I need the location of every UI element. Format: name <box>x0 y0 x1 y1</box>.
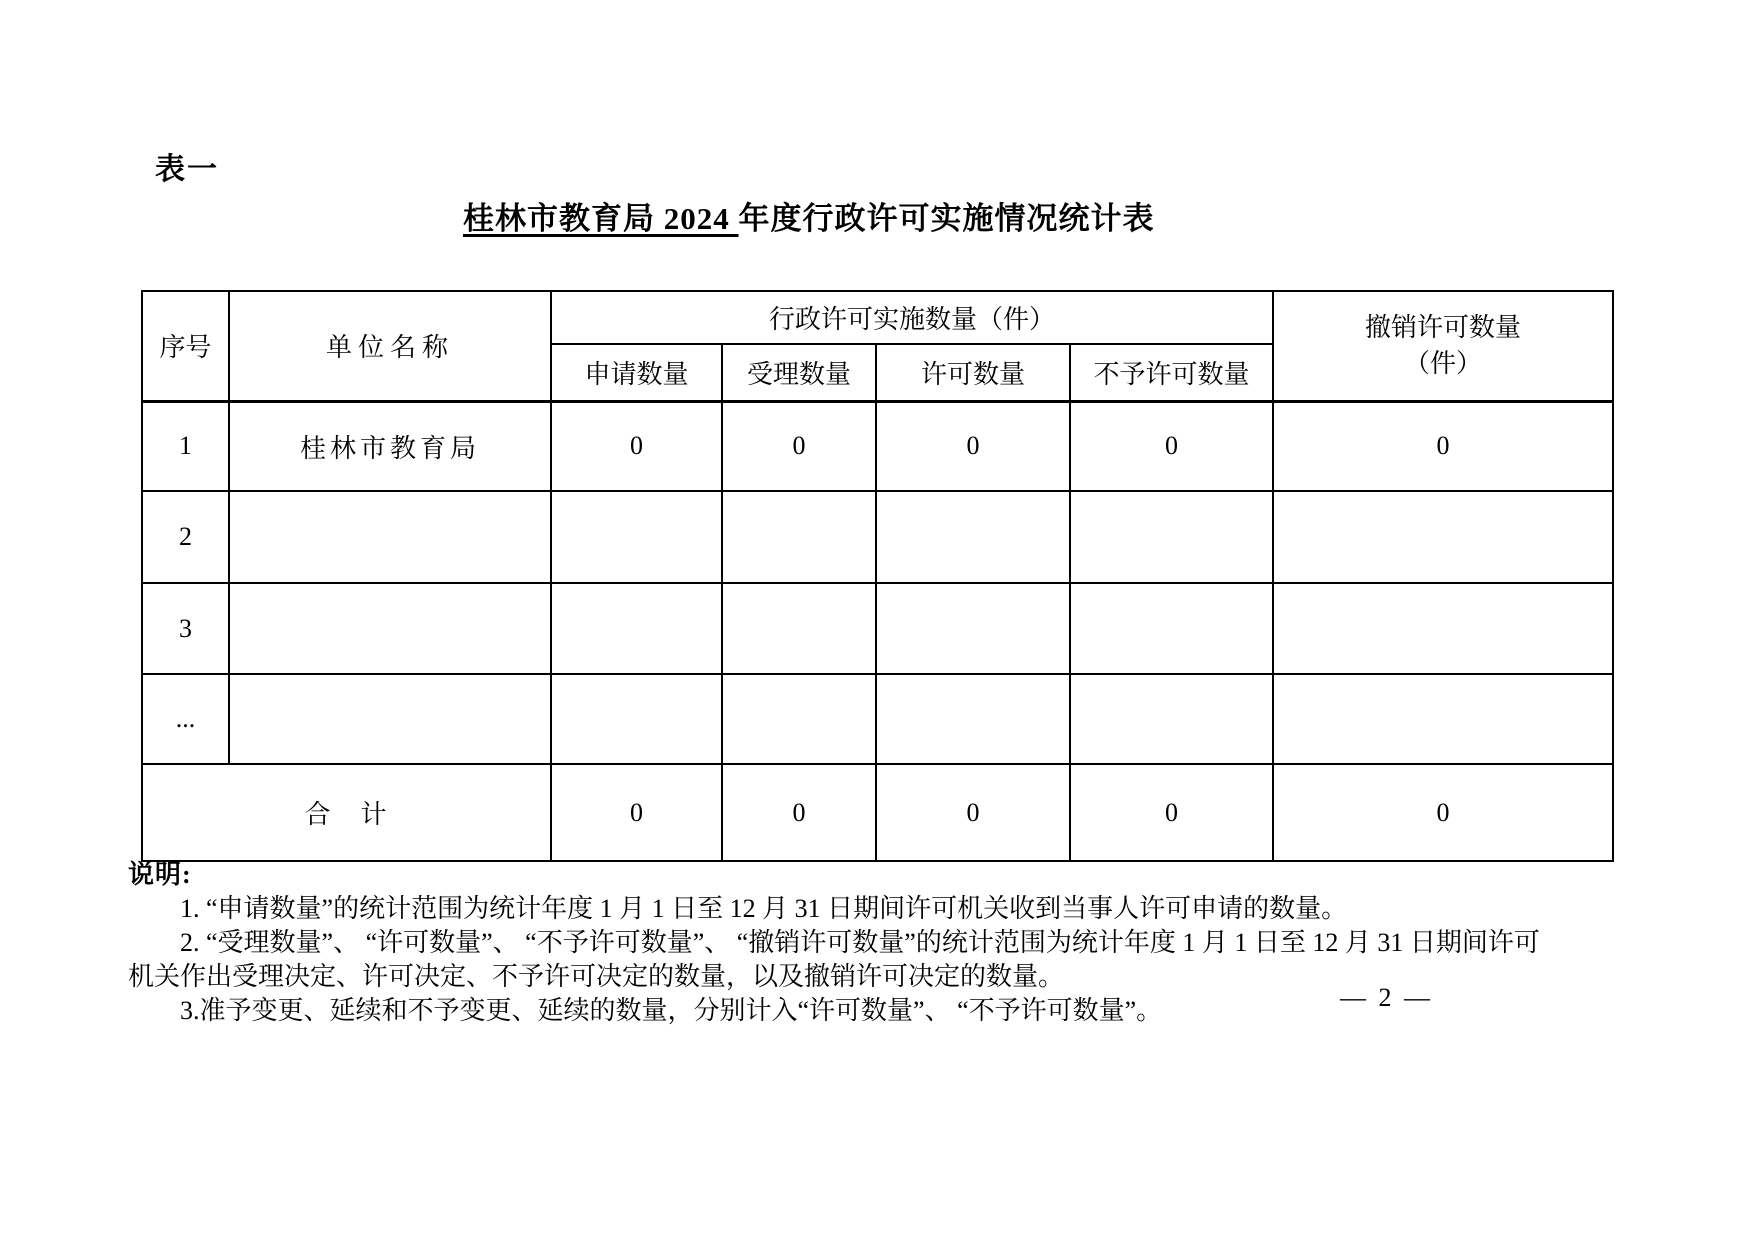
total-permit-count: 0 <box>876 764 1070 861</box>
row-2-unit <box>229 491 551 583</box>
row-ellipsis-permit-count <box>876 674 1070 764</box>
table-label: 表一 <box>155 153 219 186</box>
header-seq: 序号 <box>142 291 229 401</box>
header-apply: 申请数量 <box>551 344 722 401</box>
title-underlined-part: 桂林市教育局 2024 <box>463 201 739 236</box>
row-3-seq: 3 <box>142 583 229 674</box>
note-item-2-line-1: 2. “受理数量”、 “许可数量”、 “不予许可数量”、 “撤销许可数量”的统计范围为统计年度 1 月 1 日至 12 月 31 日期间许可 <box>180 928 1540 957</box>
header-revoke <box>1273 291 1613 401</box>
total-revoke-count: 0 <box>1273 764 1613 861</box>
title-rest-part: 年度行政许可实施情况统计表 <box>738 201 1155 236</box>
row-2-accept-count <box>722 491 876 583</box>
note-item-2-line-2: 机关作出受理决定、许可决定、不予许可决定的数量，以及撤销许可决定的数量。 <box>128 962 1065 991</box>
document-title <box>463 193 1155 238</box>
header-revoke-line1: 撤销许可数量 <box>1365 312 1522 342</box>
row-3-apply-count <box>551 583 722 674</box>
row-2-permit-count <box>876 491 1070 583</box>
row-3-permit-count <box>876 583 1070 674</box>
total-accept-count: 0 <box>722 764 876 861</box>
note-item-1: 1. “申请数量”的统计范围为统计年度 1 月 1 日至 12 月 31 日期间许可机关收到当事人许可申请的数量。 <box>180 894 1348 923</box>
notes-heading: 说明: <box>128 860 192 889</box>
row-ellipsis-revoke-count <box>1273 674 1613 764</box>
header-revoke-line2: （件） <box>1404 348 1483 378</box>
total-row <box>142 764 1613 861</box>
row-1-seq: 1 <box>142 401 229 491</box>
table-row <box>142 491 1613 583</box>
row-2-apply-count <box>551 491 722 583</box>
note-item-3: 3.准予变更、延续和不予变更、延续的数量，分别计入“许可数量”、 “不予许可数量”。 <box>180 996 1163 1025</box>
header-unit: 单位名称 <box>229 291 551 401</box>
header-row-1 <box>142 291 1613 344</box>
row-2-revoke-count <box>1273 491 1613 583</box>
row-1-accept-count: 0 <box>722 401 876 491</box>
header-impl-group: 行政许可实施数量（件） <box>551 291 1273 344</box>
statistics-table <box>141 290 1614 862</box>
row-ellipsis-accept-count <box>722 674 876 764</box>
total-deny-count: 0 <box>1070 764 1273 861</box>
header-accept: 受理数量 <box>722 344 876 401</box>
row-2-deny-count <box>1070 491 1273 583</box>
total-apply-count: 0 <box>551 764 722 861</box>
table-row <box>142 583 1613 674</box>
total-label: 合 计 <box>142 764 551 861</box>
page-number: — 2 — <box>1340 983 1433 1012</box>
table-row <box>142 674 1613 764</box>
row-ellipsis-seq: ... <box>142 674 229 764</box>
row-1-unit: 桂林市教育局 <box>229 401 551 491</box>
header-deny: 不予许可数量 <box>1070 344 1273 401</box>
row-3-revoke-count <box>1273 583 1613 674</box>
header-permit: 许可数量 <box>876 344 1070 401</box>
row-ellipsis-apply-count <box>551 674 722 764</box>
row-1-deny-count: 0 <box>1070 401 1273 491</box>
row-ellipsis-unit <box>229 674 551 764</box>
row-3-unit <box>229 583 551 674</box>
row-1-apply-count: 0 <box>551 401 722 491</box>
row-3-accept-count <box>722 583 876 674</box>
row-1-revoke-count: 0 <box>1273 401 1613 491</box>
table-row <box>142 401 1613 491</box>
row-ellipsis-deny-count <box>1070 674 1273 764</box>
row-3-deny-count <box>1070 583 1273 674</box>
row-1-permit-count: 0 <box>876 401 1070 491</box>
row-2-seq: 2 <box>142 491 229 583</box>
